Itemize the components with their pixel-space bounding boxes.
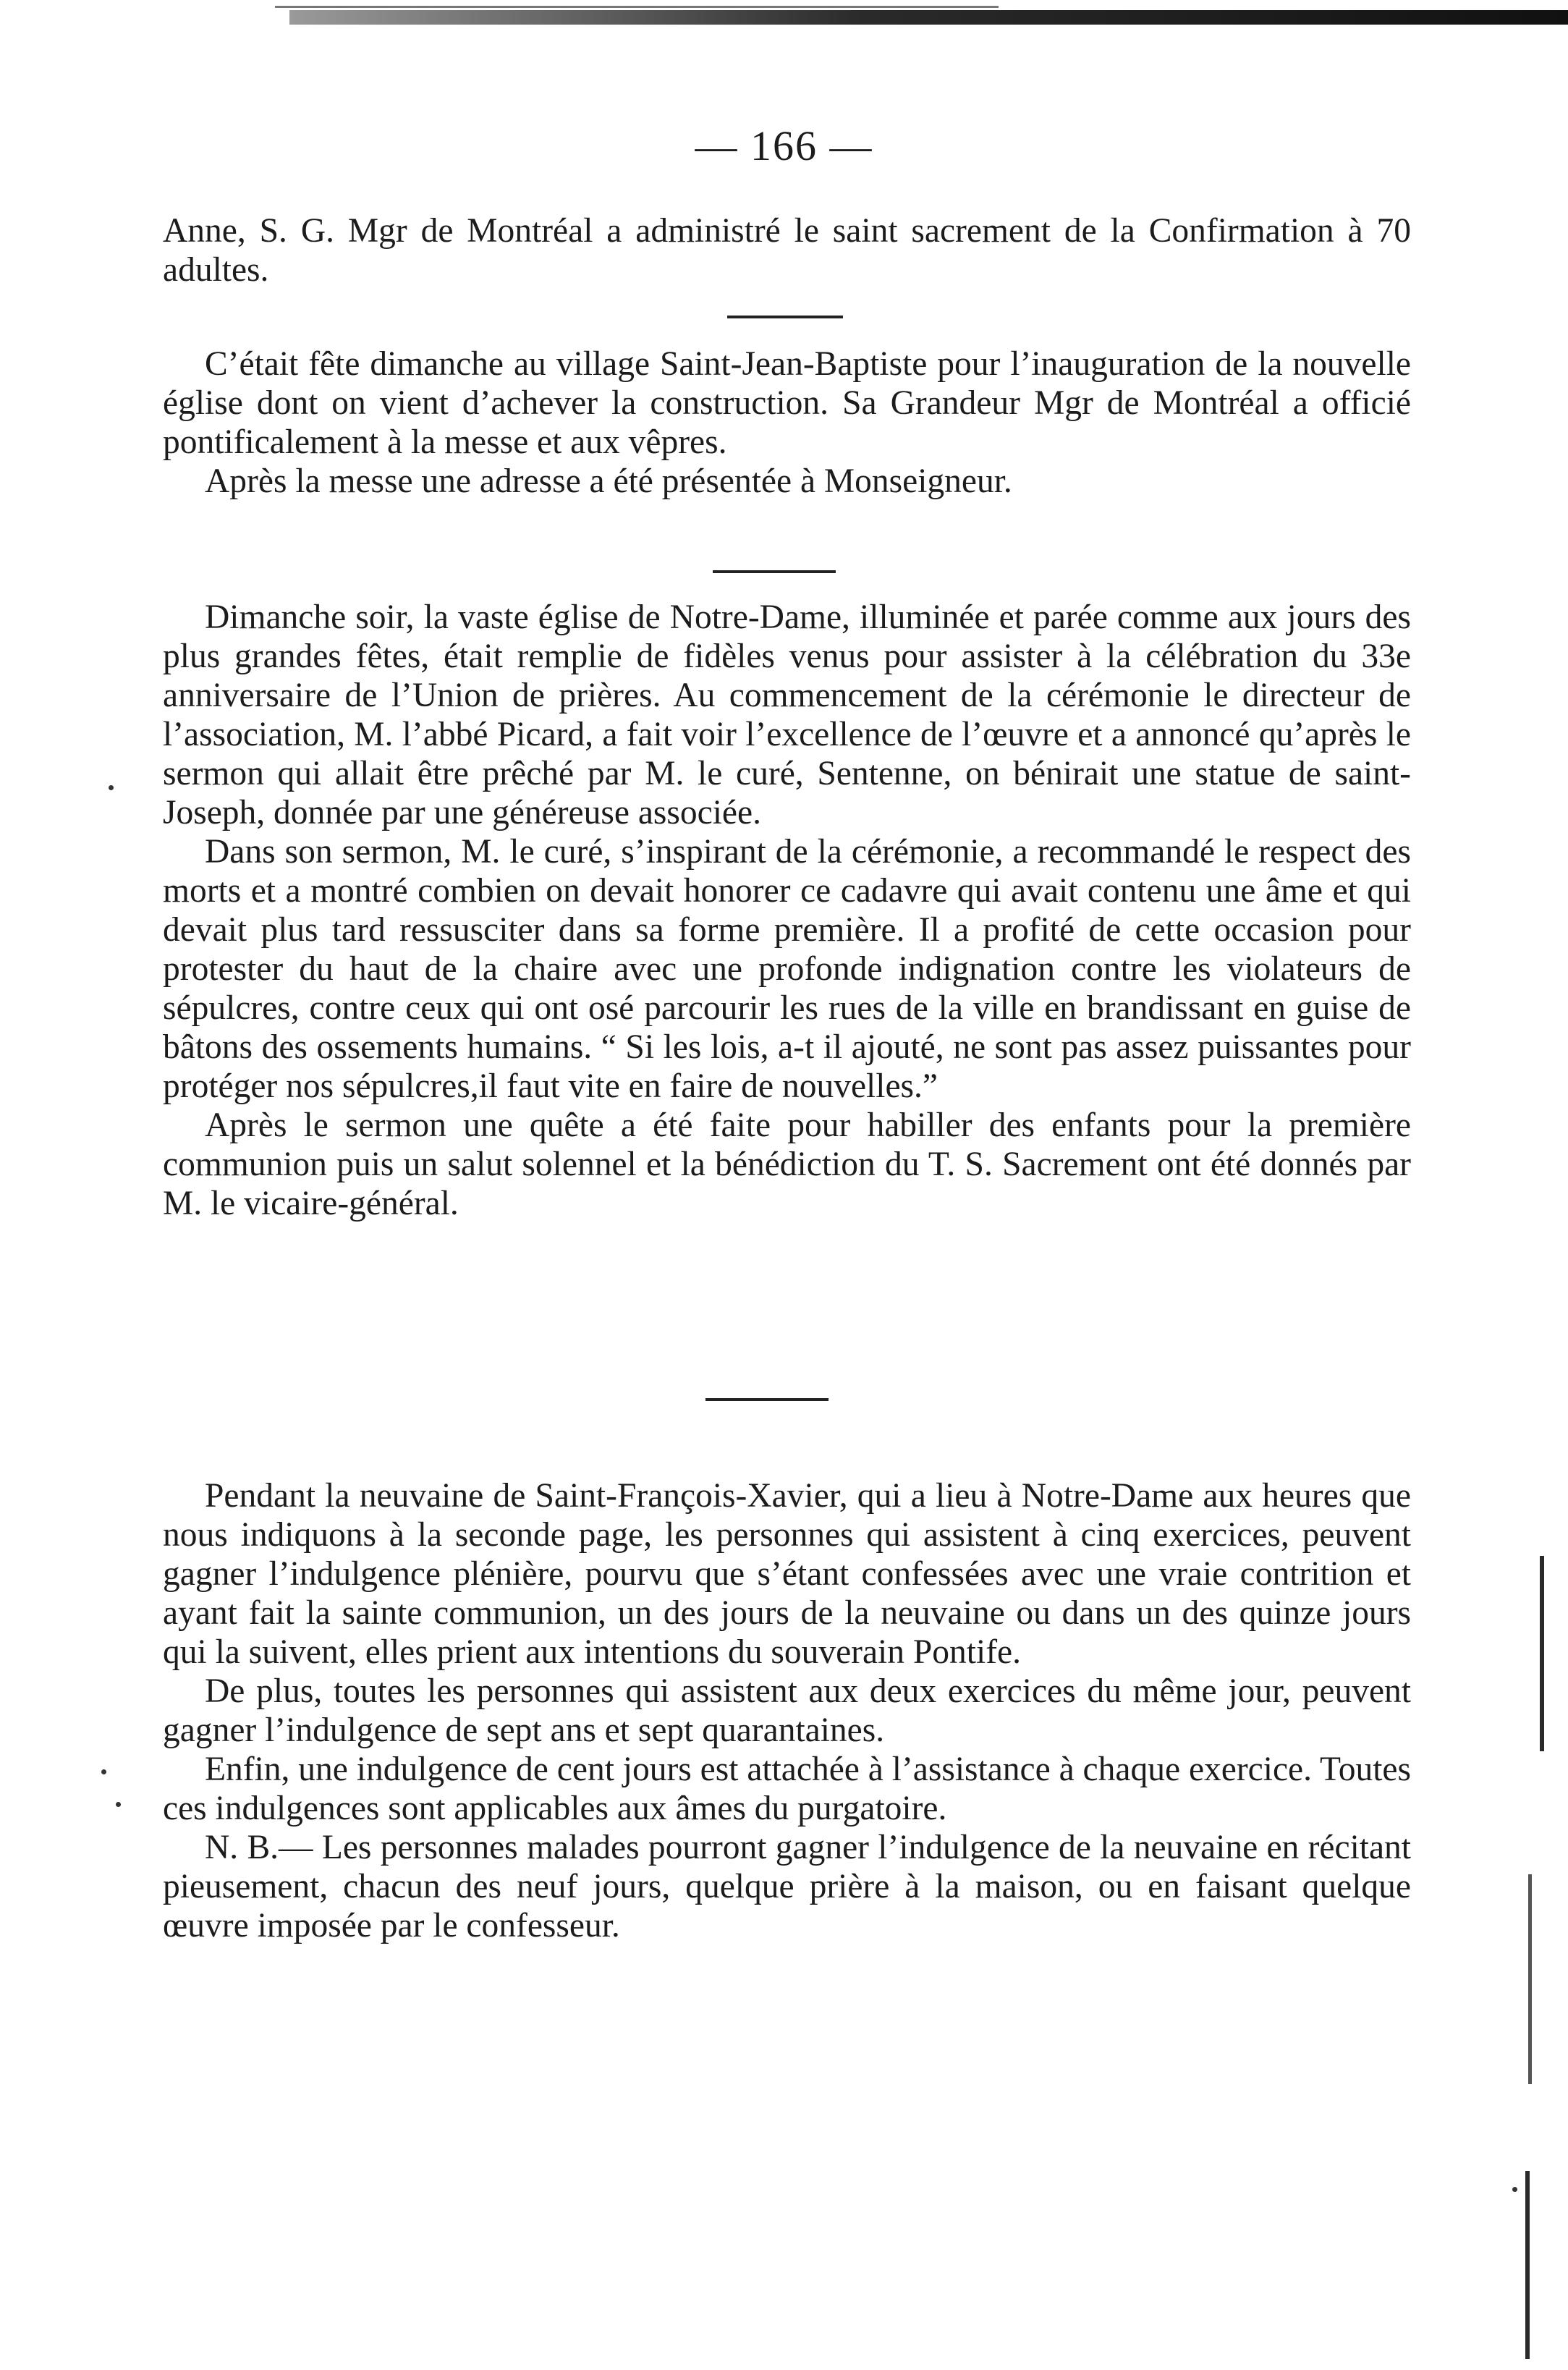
- page-number: — 166 —: [695, 122, 873, 169]
- section-separator: [727, 316, 843, 318]
- paragraph: Après la messe une adresse a été présentée à Monseigneur.: [205, 462, 1012, 500]
- scan-margin-mark: [1525, 2171, 1530, 2359]
- paragraph: N. B.— Les personnes malades pourront gagner l’indulgence de la neuvaine en récitant pieusement, chacun des neuf jours, quelque prière à la maison, ou en faisant quelque œuvre imposée par le confesseur.: [163, 1829, 1411, 1944]
- paragraph: De plus, toutes les personnes qui assistent aux deux exercices du même jour, peuvent gagner l’indulgence de sept ans et sept quarantaines.: [163, 1672, 1411, 1749]
- top-scan-edge-thin: [275, 6, 999, 8]
- paragraph: Dans son sermon, M. le curé, s’inspirant de la cérémonie, a recommandé le respect des morts et a montré combien on devait honorer ce cadavre qui avait contenu une âme et qui devait plus tard ressusciter dans sa forme première. Il a profité de cette occasion pour protester du haut de la chaire avec une profonde indignation contre les violateurs de sépulcres, contre ceux qui ont osé parcourir les rues de la ville en brandissant en guise de bâtons des ossements humains. “ Si les lois, a-t il ajouté, ne sont pas assez puissantes pour protéger nos sépulcres,il faut vite en faire de nouvelles.”: [163, 833, 1411, 1105]
- paragraph: Après le sermon une quête a été faite pour habiller des enfants pour la première communion puis un salut solennel et la bénédiction du T. S. Sacrement ont été donnés par M. le vicaire-général.: [163, 1106, 1411, 1222]
- scan-margin-mark: [1528, 1874, 1532, 2084]
- article-saint-jean-baptiste: [163, 344, 1411, 501]
- top-scan-edge: [289, 10, 1568, 25]
- article-confirmation: [163, 211, 1411, 289]
- paragraph: C’était fête dimanche au village Saint-Jean-Baptiste pour l’inauguration de la nouvelle église dont on vient d’achever la construction. Sa Grandeur Mgr de Montréal a officié pontificalement à la messe et aux vêpres.: [163, 345, 1411, 461]
- section-separator: [713, 570, 836, 573]
- article-neuvaine: [163, 1476, 1411, 1945]
- scan-speck: [101, 1769, 106, 1774]
- article-notre-dame: [163, 598, 1411, 1223]
- scan-speck: [1512, 2187, 1517, 2192]
- scan-margin-mark: [1540, 1556, 1544, 1751]
- section-separator: [705, 1398, 829, 1401]
- paragraph: Enfin, une indulgence de cent jours est attachée à l’assistance à chaque exercice. Toutes ces indulgences sont applicables aux âmes du purgatoire.: [163, 1751, 1411, 1827]
- paragraph: Dimanche soir, la vaste église de Notre-Dame, illuminée et parée comme aux jours des plus grandes fêtes, était remplie de fidèles venus pour assister à la célébration du 33e anniversaire de l’Union de prières. Au commencement de la cérémonie le directeur de l’association, M. l’abbé Picard, a fait voir l’excellence de l’œuvre et a annoncé qu’après le sermon qui allait être prêché par M. le curé, Sentenne, on bénirait une statue de saint-Joseph, donnée par une généreuse associée.: [163, 598, 1411, 831]
- scan-speck: [109, 785, 114, 790]
- scan-speck: [116, 1802, 121, 1807]
- paragraph: Anne, S. G. Mgr de Montréal a administré le saint sacrement de la Confirmation à 70 adultes.: [163, 212, 1411, 289]
- paragraph: Pendant la neuvaine de Saint-François-Xavier, qui a lieu à Notre-Dame aux heures que nous indiquons à la seconde page, les personnes qui assistent à cinq exercices, peuvent gagner l’indulgence plénière, pourvu que s’étant confessées avec une vraie contrition et ayant fait la sainte communion, un des jours de la neuvaine ou dans un des quinze jours qui la suivent, elles prient aux intentions du souverain Pontife.: [163, 1477, 1411, 1671]
